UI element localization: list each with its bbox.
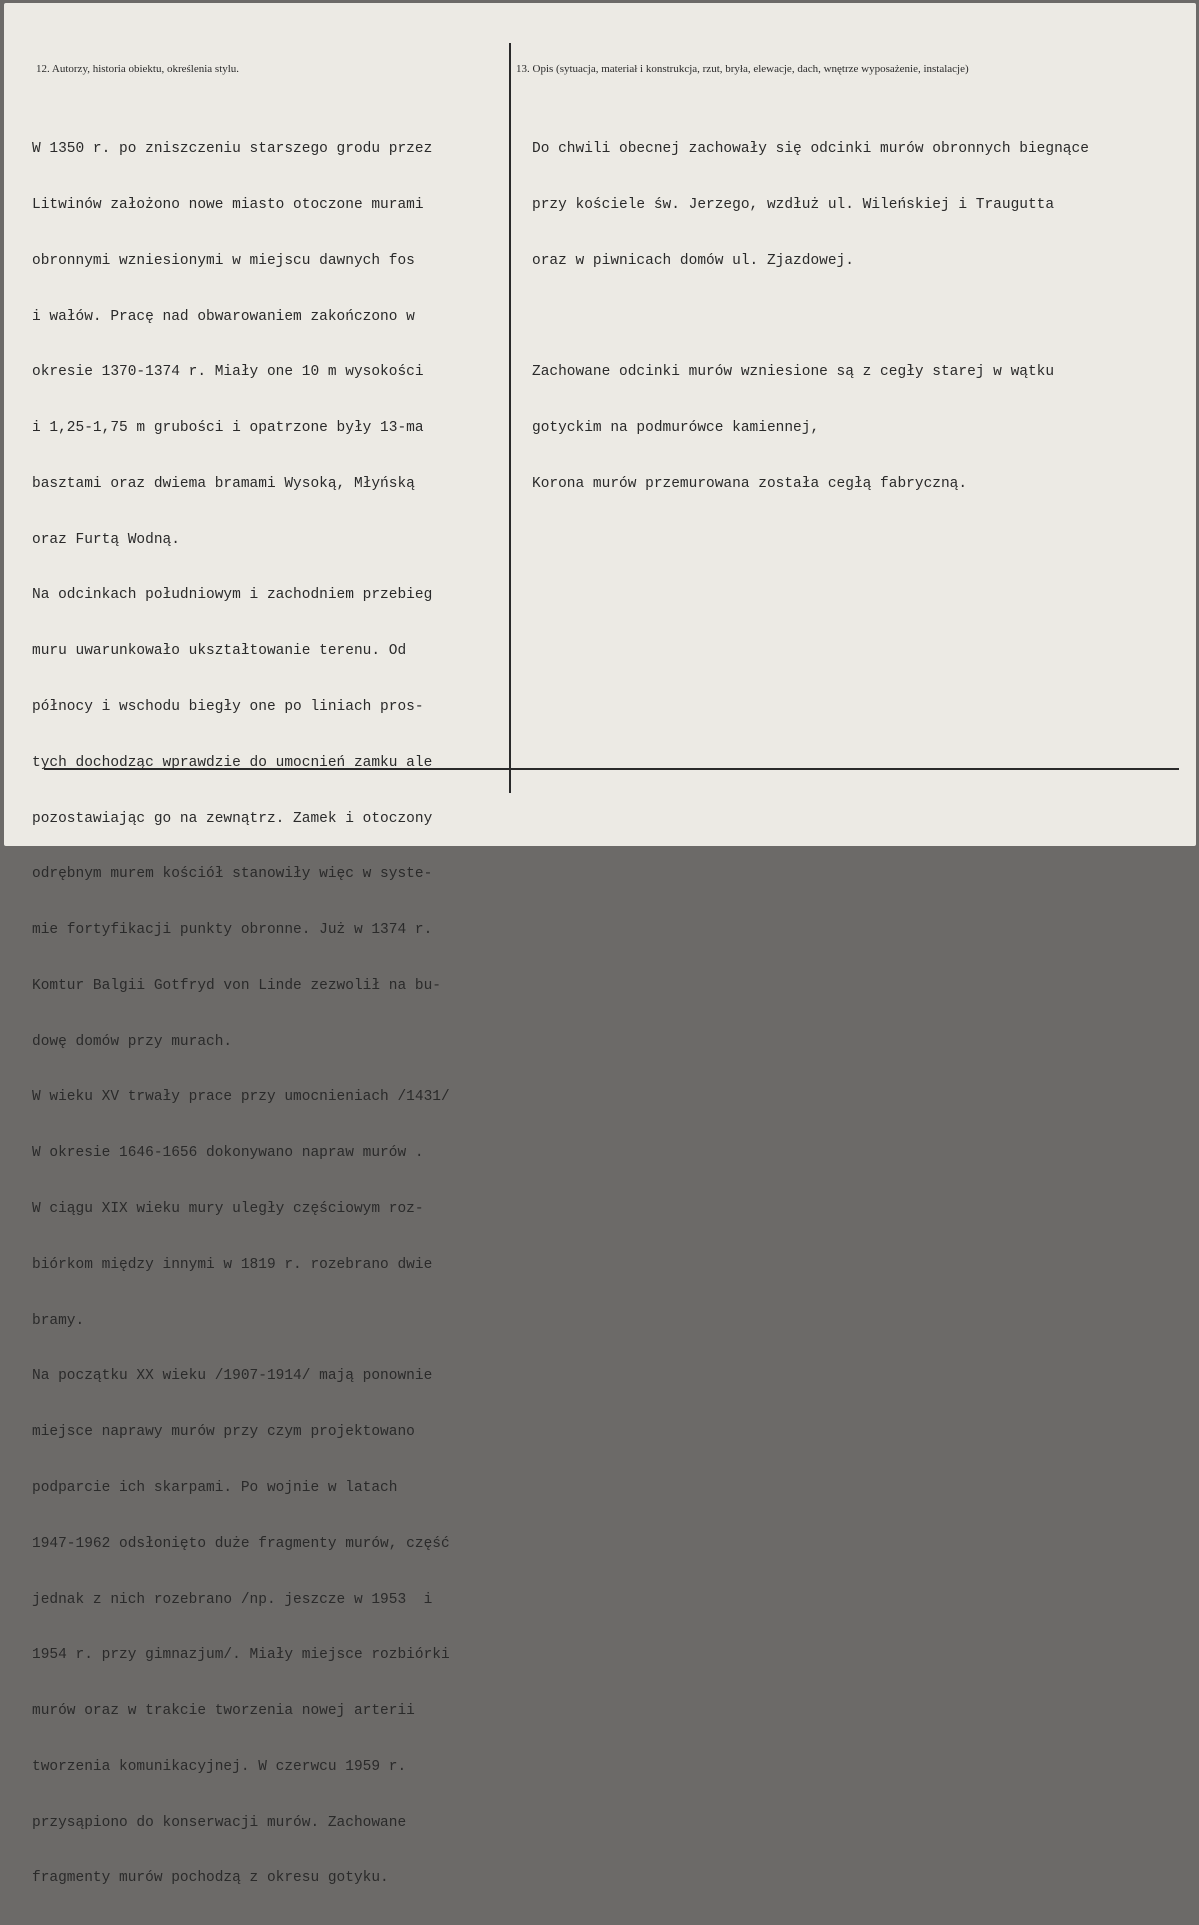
history-line: północy i wschodu biegły one po liniach pros- (32, 699, 424, 715)
history-line: podparcie ich skarpami. Po wojnie w latach (32, 1479, 398, 1496)
history-line: przysąpiono do konserwacji murów. Zachowane (32, 1814, 407, 1831)
history-line: W okresie 1646-1656 dokonywano napraw murów . (32, 1145, 424, 1162)
history-line: fragmenty murów pochodzą z okresu gotyku. (32, 1870, 389, 1887)
section-13-header: 13. Opis (sytuacja, materiał i konstrukcja, rzut, bryła, elewacje, dach, wnętrze wyposażenie, instalacje) (516, 63, 969, 75)
history-line: dowę domów przy murach. (32, 1033, 233, 1050)
description-line: Zachowane odcinki murów wzniesione są z cegły starej w wątku (532, 364, 1055, 381)
history-line: oraz Furtą Wodną. (32, 531, 180, 548)
description-line: Korona murów przemurowana została cegłą fabryczną. (532, 475, 968, 492)
history-line: W 1350 r. po zniszczeniu starszego grodu przez (32, 141, 433, 158)
history-line: Komtur Balgii Gotfryd von Linde zezwolił na bu- (32, 977, 441, 994)
description-line: Do chwili obecnej zachowały się odcinki murów obronnych biegnące (532, 141, 1089, 158)
history-line: jednak z nich rozebrano /np. jeszcze w 1953 i (32, 1591, 433, 1608)
history-line: okresie 1370-1374 r. Miały one 10 m wysokości (32, 364, 424, 381)
description-line: gotyckim na podmurówce kamiennej, (532, 420, 820, 437)
history-line: obronnymi wzniesionymi w miejscu dawnych fos (32, 252, 415, 269)
history-line: muru uwarunkowało ukształtowanie terenu. Od (32, 643, 407, 660)
section-12-header: 12. Autorzy, historia obiektu, określenia stylu. (36, 63, 240, 75)
description-text (532, 103, 1089, 531)
history-line: 1947-1962 odsłonięto duże fragmenty murów, część (32, 1535, 450, 1552)
history-line: basztami oraz dwiema bramami Wysoką, Młyńską (32, 475, 415, 492)
inventory-card (4, 3, 1196, 1887)
history-line: W wieku XV trwały prace przy umocnieniach /1431/ (32, 1089, 450, 1106)
history-text (32, 103, 450, 1925)
history-line: Na odcinkach południowym i zachodniem przebieg (32, 587, 433, 604)
history-line: bramy. (32, 1312, 85, 1329)
history-line: tych dochodząc wprawdzie do umocnień zamku ale (32, 754, 433, 771)
column-divider (509, 43, 511, 793)
history-line: Na początku XX wieku /1907-1914/ mają ponownie (32, 1368, 433, 1385)
history-line: tworzenia komunikacyjnej. W czerwcu 1959 r. (32, 1758, 407, 1775)
paragraph-gap (532, 308, 1089, 327)
history-line: odrębnym murem kościół stanowiły więc w syste- (32, 866, 433, 883)
history-line: Litwinów założono nowe miasto otoczone murami (32, 196, 424, 213)
history-line: mie fortyfikacji punkty obronne. Już w 1374 r. (32, 922, 433, 939)
history-line: W ciągu XIX wieku mury uległy częściowym roz- (32, 1201, 424, 1218)
history-line: biórkom między innymi w 1819 r. rozebrano dwie (32, 1256, 433, 1273)
history-line: miejsce naprawy murów przy czym projektowano (32, 1424, 415, 1441)
description-line: przy kościele św. Jerzego, wzdłuż ul. Wileńskiej i Traugutta (532, 196, 1055, 213)
history-line: pozostawiając go na zewnątrz. Zamek i otoczony (32, 810, 433, 827)
history-line: i wałów. Pracę nad obwarowaniem zakończono w (32, 308, 415, 325)
history-line: 1954 r. przy gimnazjum/. Miały miejsce rozbiórki (32, 1647, 450, 1664)
history-line: i 1,25-1,75 m grubości i opatrzone były 13-ma (32, 420, 424, 437)
history-line: murów oraz w trakcie tworzenia nowej arterii (32, 1703, 415, 1720)
description-line: oraz w piwnicach domów ul. Zjazdowej. (532, 252, 854, 269)
